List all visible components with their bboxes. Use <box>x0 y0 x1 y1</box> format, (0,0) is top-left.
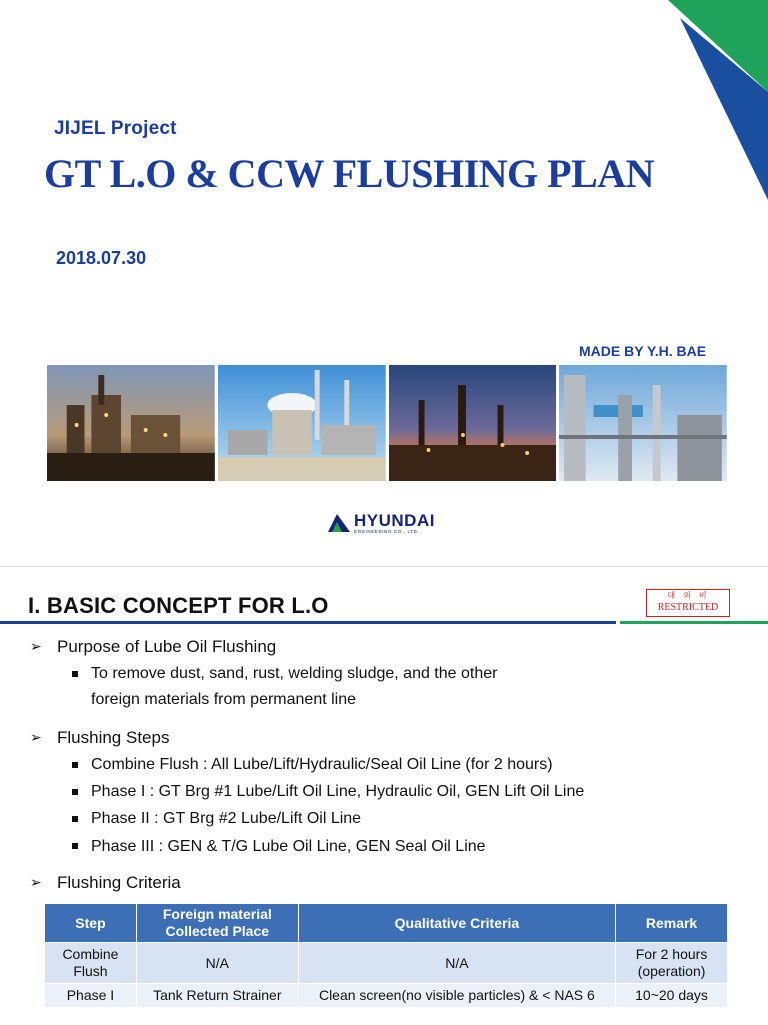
square-bullet-icon <box>72 762 78 768</box>
purpose-text-line2: foreign materials from permanent line <box>91 691 357 708</box>
arrow-bullet-icon: ➢ <box>30 729 42 745</box>
table-row <box>45 984 728 1008</box>
column-header: Qualitative Criteria <box>298 904 615 943</box>
arrow-bullet-icon: ➢ <box>30 874 42 890</box>
slide-date: 2018.07.30 <box>56 248 147 268</box>
table-header-row <box>45 904 728 943</box>
table-cell: Combine Flush <box>45 943 137 984</box>
column-header: Remark <box>616 904 728 943</box>
logo-name: HYUNDAI <box>354 511 435 530</box>
table-cell: Tank Return Strainer <box>136 984 298 1008</box>
arrow-bullet-icon: ➢ <box>30 638 42 654</box>
step-item: Combine Flush : All Lube/Lift/Hydraulic/Seal Oil Line (for 2 hours) <box>91 756 553 773</box>
steps-heading: Flushing Steps <box>57 728 170 747</box>
restricted-english: RESTRICTED <box>657 602 719 613</box>
criteria-heading: Flushing Criteria <box>57 873 181 892</box>
project-name: JIJEL Project <box>54 118 177 139</box>
restricted-korean: 대외비 <box>667 591 715 600</box>
photo-strip <box>47 365 727 481</box>
table-cell: For 2 hours (operation) <box>616 943 728 984</box>
plant-photo-day <box>218 365 386 481</box>
purpose-heading: Purpose of Lube Oil Flushing <box>57 637 277 656</box>
column-header: Foreign material Collected Place <box>136 904 298 943</box>
column-header: Step <box>45 904 137 943</box>
square-bullet-icon <box>72 671 78 677</box>
table-cell: Clean screen(no visible particles) & < NAS 6 <box>298 984 615 1008</box>
table-cell: 10~20 days <box>616 984 728 1008</box>
author-credit: MADE BY Y.H. BAE <box>579 343 707 359</box>
step-item: Phase I : GT Brg #1 Lube/Lift Oil Line, Hydraulic Oil, GEN Lift Oil Line <box>91 783 585 800</box>
logo-subtitle: ENGINEERING CO., LTD. <box>354 529 420 534</box>
table-cell: Phase I <box>45 984 137 1008</box>
company-logo <box>328 512 435 535</box>
header-rule-green <box>620 621 768 624</box>
restricted-stamp <box>646 589 730 617</box>
slide-title: GT L.O & CCW FLUSHING PLAN <box>44 151 655 196</box>
table-cell: N/A <box>136 943 298 984</box>
corner-decoration <box>668 0 768 200</box>
step-item: Phase II : GT Brg #2 Lube/Lift Oil Line <box>91 810 362 827</box>
section-title: I. BASIC CONCEPT FOR L.O <box>28 593 329 618</box>
step-item: Phase III : GEN & T/G Lube Oil Line, GEN Seal Oil Line <box>91 838 486 855</box>
purpose-text-line1: To remove dust, sand, rust, welding sludge, and the other <box>91 665 498 682</box>
table-cell: N/A <box>298 943 615 984</box>
square-bullet-icon <box>72 816 78 822</box>
criteria-table <box>44 903 728 1008</box>
square-bullet-icon <box>72 789 78 795</box>
header-rule-blue <box>0 621 616 624</box>
plant-photo-dusk <box>389 365 557 481</box>
plant-photo-night <box>47 365 215 481</box>
table-row <box>45 943 728 984</box>
logo-triangle-icon <box>328 514 350 532</box>
content-slide <box>0 566 768 1025</box>
plant-photo-pipes <box>559 365 727 481</box>
square-bullet-icon <box>72 843 78 849</box>
